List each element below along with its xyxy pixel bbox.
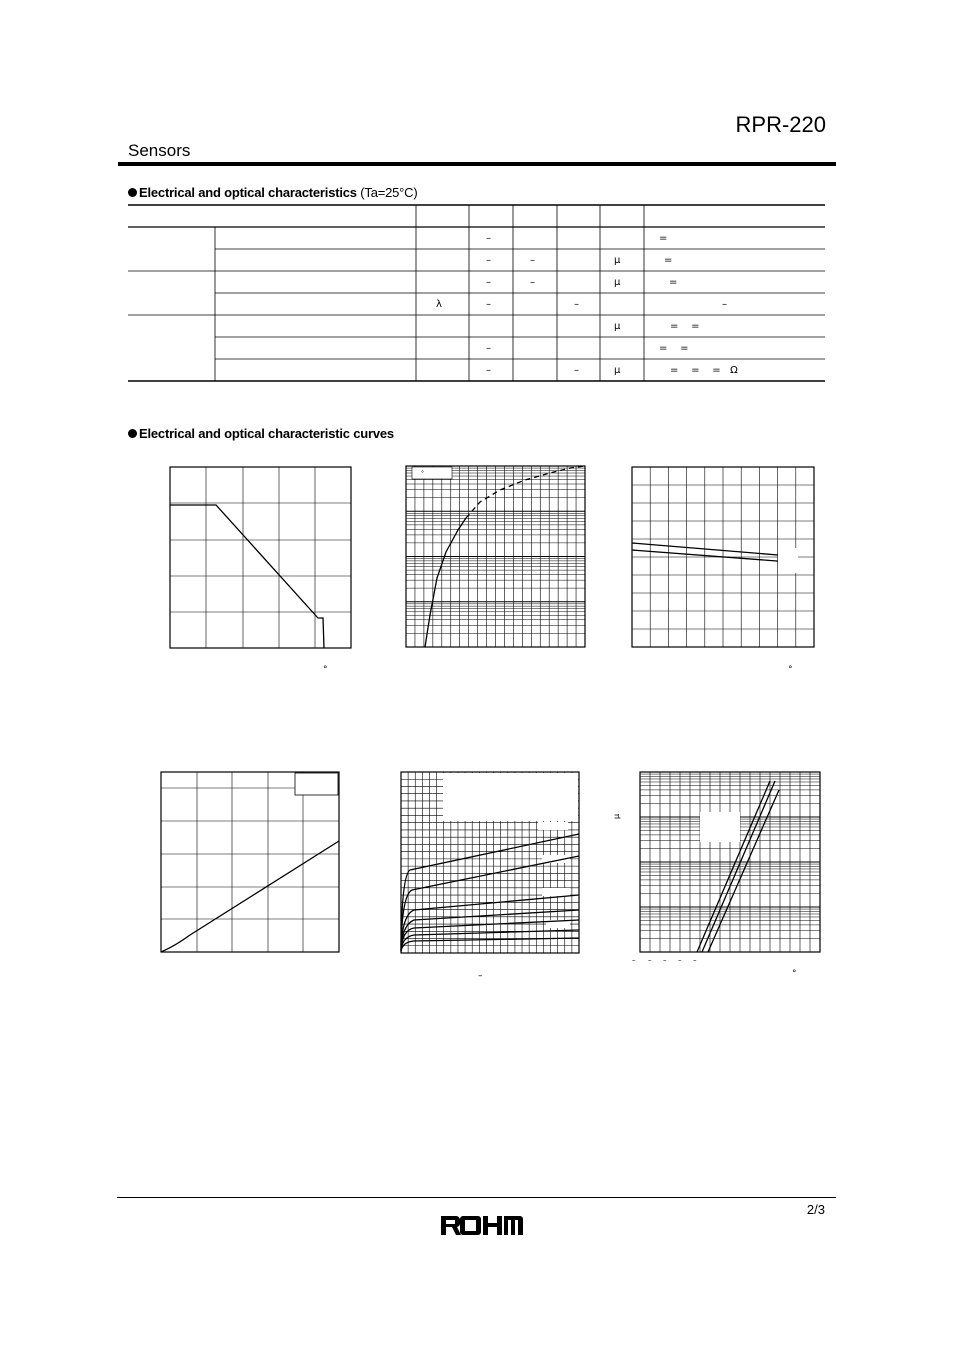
section-title-text: Electrical and optical characteristics [139,185,357,200]
table-cell: – [486,365,491,376]
graph-dark-current [612,772,820,979]
axis-unit-label: ° [788,665,793,675]
graph-label: ° [421,470,424,477]
table-cell: μ [614,255,621,266]
table-cell: – [574,299,579,310]
svg-text:–: – [632,956,636,964]
graph-output-characteristics [401,772,579,981]
axis-unit-label: ° [792,969,797,979]
svg-text:–: – [648,956,652,964]
svg-text:–: – [693,956,697,964]
graph-power-dissipation [170,467,351,675]
rohm-logo [440,1213,524,1237]
section-condition: (Ta=25°C) [360,185,418,200]
category-label: Sensors [128,141,191,160]
tick-marks [632,956,697,964]
svg-text:–: – [678,956,682,964]
page-number: 2/3 [806,1202,825,1217]
table-cell: – [486,299,491,310]
footer-rule [117,1197,836,1198]
graph-forward-current [406,466,585,647]
table-cell: = = [670,321,700,332]
table-cell: μ [614,365,621,376]
svg-text:–: – [663,956,667,964]
table-cell: = [664,255,673,266]
table-cell: – [722,299,727,310]
table-cell: – [486,233,491,244]
axis-unit-label: μ [612,813,621,819]
table-cell: μ [614,321,621,332]
table-cell: – [530,277,535,288]
table-cell: – [530,255,535,266]
table-cell: – [486,277,491,288]
table-cell: = [669,277,678,288]
table-cell: λ [436,299,442,310]
table-cell: – [486,343,491,354]
graph-forward-voltage-temp [632,467,814,675]
table-cell: – [486,255,491,266]
table-cell: = = [659,343,689,354]
axis-unit-label: – [478,971,483,981]
table-cell: μ [614,277,621,288]
axis-unit-label: ° [323,665,328,675]
table-cell: = [659,233,668,244]
graph-collector-current [161,772,339,952]
section-title-text: Electrical and optical characteristic curves [139,426,394,441]
table-cell: – [574,365,579,376]
table-cell: = = = Ω [670,365,738,376]
part-number: RPR-220 [735,112,826,137]
